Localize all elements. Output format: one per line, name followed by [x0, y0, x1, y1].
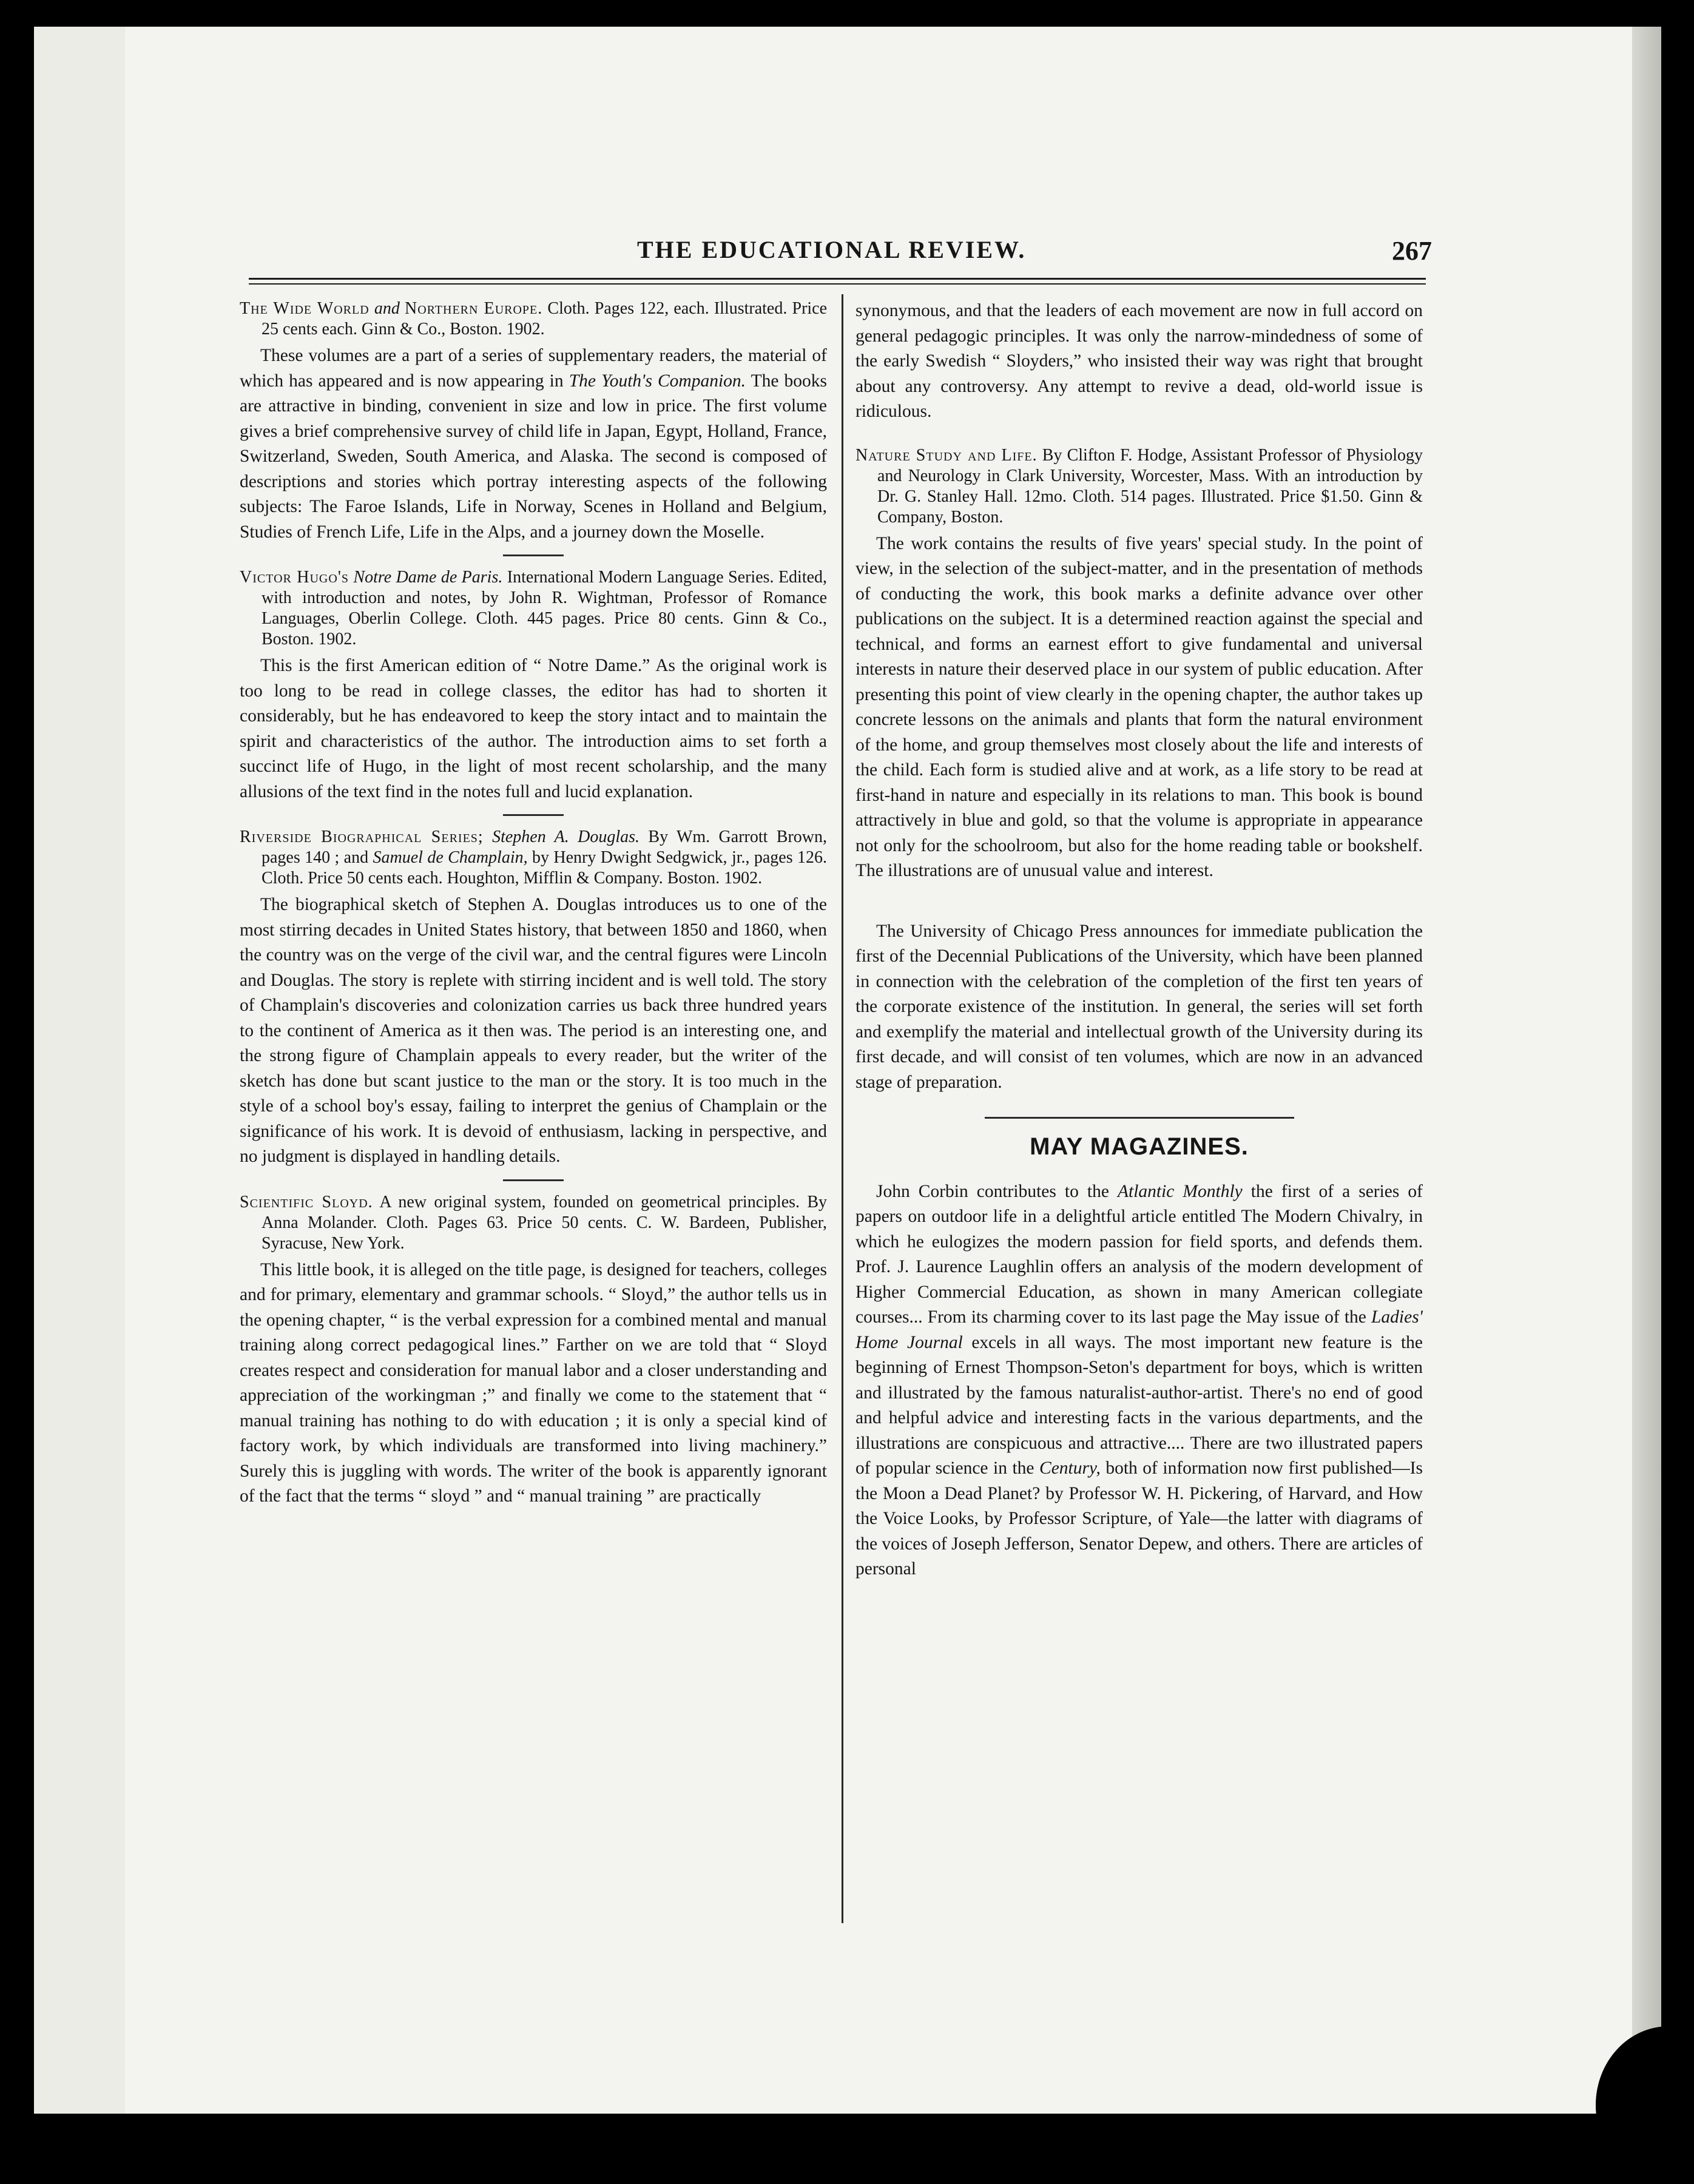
review-paragraph: These volumes are a part of a series of supplementary readers, the material of which has appeared and is now appearing in The Youth's Companion. The books are attractive in binding, convenient in size and low in price. The first volume gives a brief comprehensive survey of child life in Japan, Egypt, Holland, France, Switzerland, Sweden, South America, and Alaska. The second is composed of descriptions and stories which portray interesting aspects of the following subjects: The Faroe Islands, Life in Norway, Scenes in Holland and Belgium, Studies of French Life, Life in the Alps, and a journey down the Moselle.	[240, 346, 827, 542]
section-separator	[503, 554, 564, 556]
header-rule-top	[249, 278, 1426, 280]
page-edge-shadow	[1632, 27, 1661, 2114]
book-entry-scientific-sloyd: Scientific Sloyd. A new original system, founded on geometrical principles. By Anna Molander. Cloth. Pages 63. Price 50 cents. C. W. Bardeen, Publisher, Syracuse, New York.	[240, 1192, 827, 1253]
section-separator	[985, 1117, 1294, 1119]
left-column	[240, 298, 827, 1509]
section-heading-may-magazines: MAY MAGAZINES.	[1030, 1133, 1249, 1160]
journal-title: THE EDUCATIONAL REVIEW.	[637, 236, 1027, 263]
review-paragraph: This is the first American edition of “ Notre Dame.” As the original work is too long to be read in college classes, the editor has had to shorten it considerably, but he has endeavored to keep the story intact and to maintain the spirit and characteristics of the author. The introduction aims to set forth a succinct life of Hugo, in the light of most recent scholarship, and the many allusions of the text find in the notes full and lucid explanation.	[240, 656, 827, 801]
page-number: 267	[1392, 236, 1432, 266]
book-entry-nature-study: Nature Study and Life. By Clifton F. Hodge, Assistant Professor of Physiology and Neurology in Clark University, Worcester, Mass. With an introduction by Dr. G. Stanley Hall. 12mo. Cloth. 514 pages. Illustrated. Price $1.50. Ginn & Company, Boston.	[855, 445, 1423, 527]
magazines-paragraph: John Corbin contributes to the Atlantic Monthly the first of a series of papers on outdoor life in a delightful article entitled The Modern Chivalry, in which he eulogizes the modern passion for field sports, and defends them. Prof. J. Laurence Laughlin offers an analysis of the modern development of Higher Commercial Education, as shown in many American collegiate courses... From its charming cover to its last page the May issue of the Ladies' Home Journal excels in all ways. The most important new feature is the beginning of Ernest Thompson-Seton's department for boys, which is written and illustrated by the famous naturalist-author-artist. There's no end of good and helpful advice and interesting facts in the various departments, and the illustrations are conspicuous and attractive.... There are two illustrated papers of popular science in the Century, both of information now first published—Is the Moon a Dead Planet? by Professor W. H. Pickering, of Harvard, and How the Voice Looks, by Professor Scripture, of Yale—the latter with diagrams of the voices of Joseph Jefferson, Senator Depew, and others. There are articles of personal	[855, 1181, 1423, 1579]
running-header	[249, 235, 1432, 266]
header-rule-bottom	[249, 283, 1426, 285]
column-divider	[842, 294, 843, 1923]
review-paragraph: The biographical sketch of Stephen A. Douglas introduces us to one of the most stirring decades in United States history, that between 1850 and 1860, when the country was on the verge of the civil war, and the central figures were Lincoln and Douglas. The story is replete with stirring incident and is well told. The story of Champlain's discoveries and colonization carries us back three hundred years to the continent of America as it then was. The period is an interesting one, and the strong figure of Champlain appeals to every reader, but the writer of the sketch has done but scant justice to the man or the story. It is too much in the style of a school boy's essay, failing to interpret the genius of Champlain or the significance of his work. It is devoid of enthusiasm, lacking in perspective, and no judgment is displayed in handling details.	[240, 895, 827, 1166]
book-entry-riverside: Riverside Biographical Series; Stephen A. Douglas. By Wm. Garrott Brown, pages 140 ; and Samuel de Champlain, by Henry Dwight Sedgwick, jr., pages 126. Cloth. Price 50 cents each. Houghton, Mifflin & Company. Boston. 1902.	[240, 827, 828, 888]
section-separator	[503, 1179, 564, 1181]
book-entry-notre-dame: Victor Hugo's Notre Dame de Paris. International Modern Language Series. Edited, with introduction and notes, by John R. Wightman, Professor of Romance Languages, Oberlin College. Cloth. 445 pages. Price 80 cents. Ginn & Co., Boston. 1902.	[240, 568, 828, 649]
continued-paragraph: synonymous, and that the leaders of each movement are now in full accord on general pedagogic principles. It was only the narrow-mindedness of some of the early Swedish “ Sloyders,” who insisted their way was right that brought about any controversy. Any attempt to revive a dead, old-world issue is ridiculous.	[855, 301, 1423, 421]
book-entry-wide-world: The Wide World and Northern Europe. Cloth. Pages 122, each. Illustrated. Price 25 cents each. Ginn & Co., Boston. 1902.	[240, 299, 828, 339]
announcement-paragraph: The University of Chicago Press announces for immediate publication the first of the Decennial Publications of the University, which have been planned in connection with the celebration of the completion of the first ten years of the corporate existence of the institution. In general, the series will set forth and exemplify the material and intellectual growth of the University during its first decade, and will consist of ten volumes, which are now in an advanced stage of preparation.	[855, 921, 1423, 1092]
right-column	[855, 298, 1423, 1582]
section-separator	[503, 814, 564, 816]
scan-left-margin	[34, 27, 125, 2114]
review-paragraph: This little book, it is alleged on the title page, is designed for teachers, colleges and for primary, elementary and grammar schools. “ Sloyd,” the author tells us in the opening chapter, “ is the verbal expression for a combined mental and manual training along correct pedagogical lines.” Farther on we are told that “ Sloyd creates respect and consideration for manual labor and a closer understanding and appreciation of the workingman ;” and finally we come to the statement that “ manual training has nothing to do with education ; it is only a special kind of factory work, by which individuals are transformed into living machinery.” Surely this is juggling with words. The writer of the book is apparently ignorant of the fact that the terms “ sloyd ” and “ manual training ” are practically	[240, 1259, 827, 1506]
review-paragraph: The work contains the results of five years' special study. In the point of view, in the selection of the subject-matter, and in the presentation of methods of conducting the work, this book marks a definite advance over other publications on the subject. It is a determined reaction against the special and technical, and forms an earnest effort to give fundamental and universal interests in nature their deserved place in our system of public education. After presenting this point of view clearly in the opening chapter, the author takes up concrete lessons on the animals and plants that form the natural environment of the home, and group themselves most closely about the life and interests of the child. Each form is studied alive and at work, as a life story to be read at first-hand in nature and especially in its relations to man. This book is bound attractively in blue and gold, so that the volume is appropriate in appearance not only for the schoolroom, but also for the home reading table or bookshelf. The illustrations are of unusual value and interest.	[855, 533, 1423, 880]
